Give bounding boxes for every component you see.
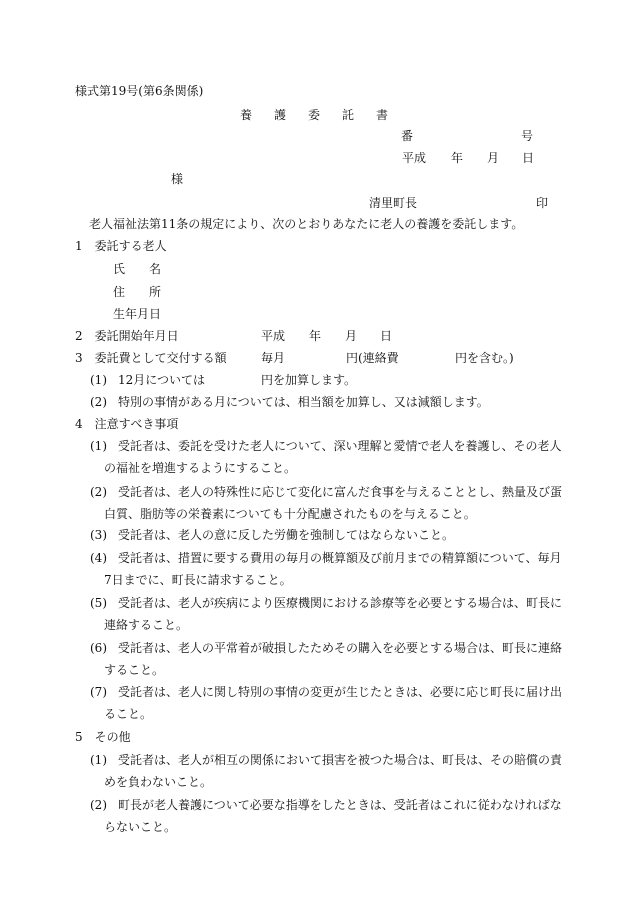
caution-item-line: 受託者は、老人に関し特別の事情の変更が生じたときは、必要に応じ町長に届け出: [118, 685, 563, 699]
caution-item-number: (3): [90, 528, 107, 542]
caution-item-line: 連絡すること。: [104, 618, 189, 632]
caution-item-line: 7日までに、町長に請求すること。: [104, 573, 292, 587]
form-number-header: 様式第19号(第6条関係): [75, 84, 204, 98]
addressee-suffix: 様: [171, 172, 184, 186]
other-item-line: 町長が老人養護について必要な指導をしたときは、受託者はこれに従わなければな: [118, 798, 562, 812]
caution-item-number: (2): [90, 485, 107, 499]
caution-item-line: 受託者は、委託を受けた老人について、深い理解と愛情で老人を養護し、その老人: [118, 439, 562, 453]
other-item-line: らないこと。: [104, 820, 177, 834]
caution-item-line: 白質、脂肪等の栄養素についても十分配慮されたものを与えること。: [104, 507, 476, 521]
address-label: 住 所: [113, 285, 162, 299]
intro-paragraph: 老人福祉法第11条の規定により、次のとおりあなたに老人の養護を委託します。: [89, 217, 524, 231]
issuer-name: 清里町長: [369, 196, 418, 210]
section-3-heading: 3 委託費として交付する額: [75, 351, 227, 365]
caution-item-number: (6): [90, 641, 107, 655]
start-date-year: 年: [309, 329, 322, 343]
fee-yen-liaison: 円(連絡費: [346, 351, 399, 365]
other-item-line: めを負わないこと。: [104, 775, 213, 789]
start-date-era: 平成: [261, 329, 286, 343]
seal-mark: 印: [536, 196, 549, 210]
other-item-number: (1): [90, 753, 107, 767]
caution-item-line: 受託者は、老人が疾病により医療機関における診療等を必要とする場合は、町長に: [118, 596, 563, 610]
name-label: 氏 名: [113, 262, 162, 276]
start-date-month: 月: [345, 329, 358, 343]
caution-item-line: 受託者は、老人の意に反した労働を強制してはならないこと。: [118, 528, 455, 542]
date-year: 年: [451, 151, 464, 165]
section-2-heading: 2 委託開始年月日: [75, 329, 179, 343]
start-date-day: 日: [380, 329, 393, 343]
fee-item-2-text: 特別の事情がある月については、相当額を加算し、又は減額します。: [118, 395, 489, 409]
birthdate-label: 生年月日: [113, 307, 162, 321]
date-era: 平成: [402, 151, 427, 165]
caution-item-line: 受託者は、措置に要する費用の毎月の概算額及び前月までの精算額について、毎月: [118, 551, 562, 565]
fee-item-1-text-b: 円を加算します。: [261, 373, 357, 387]
caution-item-number: (4): [90, 551, 107, 565]
date-month: 月: [487, 151, 500, 165]
fee-yen-included: 円を含む。): [455, 351, 514, 365]
caution-item-line: ること。: [104, 707, 153, 721]
fee-item-1-number: (1): [90, 373, 107, 387]
section-1-heading: 1 委託する老人: [75, 239, 167, 253]
caution-item-number: (7): [90, 685, 107, 699]
date-day: 日: [522, 151, 535, 165]
number-label: 番: [401, 129, 414, 143]
caution-item-line: 受託者は、老人の平常着が破損したためその購入を必要とする場合は、町長に連絡: [118, 641, 563, 655]
fee-item-1-text-a: 12月については: [118, 373, 206, 387]
section-4-heading: 4 注意すべき事項: [75, 417, 179, 431]
caution-item-line: 受託者は、老人の特殊性に応じて変化に富んだ食事を与えることとし、熱量及び蛋: [118, 485, 563, 499]
caution-item-number: (5): [90, 596, 107, 610]
other-item-number: (2): [90, 798, 107, 812]
number-suffix: 号: [521, 129, 534, 143]
monthly-label: 毎月: [261, 351, 286, 365]
document-title: 養 護 委 託 書: [240, 108, 394, 122]
caution-item-line: すること。: [104, 663, 165, 677]
fee-item-2-number: (2): [90, 395, 107, 409]
caution-item-number: (1): [90, 439, 107, 453]
caution-item-line: の福祉を増進するようにすること。: [104, 461, 297, 475]
section-5-heading: 5 その他: [75, 730, 131, 744]
other-item-line: 受託者は、老人が相互の関係において損害を被つた場合は、町長は、その賠償の責: [118, 753, 563, 767]
